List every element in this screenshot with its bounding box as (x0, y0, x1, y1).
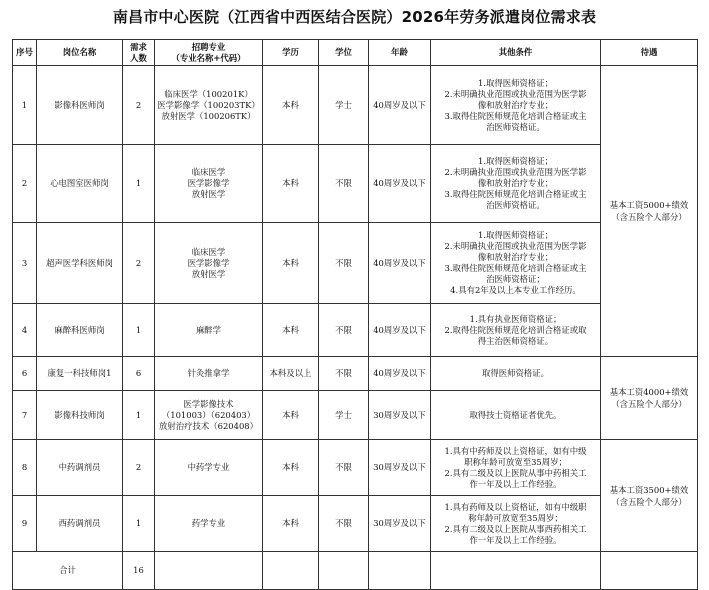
cell-benefits (601, 440, 698, 552)
cell-major (155, 391, 263, 440)
cell-conditions (431, 145, 601, 223)
condition-line: 像和放射治疗专业； (477, 252, 554, 262)
cell-position: 影像科医师岗 (37, 66, 123, 145)
cell-count: 1 (123, 145, 155, 223)
header-major (155, 40, 263, 66)
cell-education: 本科 (263, 66, 319, 145)
header-education: 学历 (263, 40, 319, 66)
condition-line: 称年龄可放宽至35周岁； (468, 512, 563, 523)
cell-age: 30周岁及以下 (369, 496, 431, 552)
condition-line: 2.未明确执业范围或执业范围为医学影 (444, 241, 587, 251)
table-row (13, 145, 698, 223)
condition-line: 1.具有中药师及以上资格证，如有中级 (444, 445, 587, 456)
condition-line: 治医师资格证。 (486, 200, 545, 210)
condition-line: 3.取得住院医师规范化培训合格证或主 (444, 110, 587, 121)
major-line: 临床医学（100201K） (164, 88, 253, 99)
header-count (123, 40, 155, 66)
major-line: 麻醉学 (195, 324, 222, 335)
empty-cell (431, 552, 601, 590)
cell-major (155, 223, 263, 304)
cell-age: 30周岁及以下 (369, 391, 431, 440)
cell-education: 本科及以上 (263, 357, 319, 391)
benefit-line: 基本工资4000+绩效 (609, 387, 689, 397)
condition-line: 2.取得住院医师规范化培训合格证或取 (444, 324, 587, 335)
cell-count: 2 (123, 66, 155, 145)
condition-line: 1.取得医师资格证； (478, 77, 553, 88)
major-line: 中药学专业 (187, 462, 230, 472)
table-row (13, 496, 698, 552)
total-count: 16 (123, 552, 155, 590)
table-row (13, 223, 698, 304)
cell-degree: 不限 (319, 304, 369, 357)
major-line: 放射治疗技术（620408） (159, 420, 258, 431)
benefit-line: （含五险个人部分） (611, 496, 687, 507)
condition-line: 2.具有二级及以上医院从事中药相关工 (444, 467, 587, 478)
condition-line: 像和放射治疗专业； (477, 99, 554, 110)
condition-line: 得主治医师资格证。 (477, 335, 554, 346)
condition-line: 3.取得住院医师规范化培训合格证或主 (444, 263, 587, 273)
cell-education: 本科 (263, 391, 319, 440)
cell-count: 1 (123, 304, 155, 357)
cell-degree: 学士 (319, 391, 369, 440)
cell-degree: 不限 (319, 496, 369, 552)
header-no: 序号 (13, 40, 37, 66)
condition-line: 4.具有2年及以上本专业工作经历。 (450, 285, 581, 295)
major-line: 药学专业 (191, 518, 226, 528)
cell-no: 9 (13, 496, 37, 552)
cell-position: 超声医学科医师岗 (37, 223, 123, 304)
table-row (13, 304, 698, 357)
header-degree: 学位 (319, 40, 369, 66)
major-line: 医学影像学 (187, 257, 230, 268)
header-position: 岗位名称 (37, 40, 123, 66)
condition-line: 1.具有药师及以上资格证，如有中级职 (444, 501, 587, 512)
major-line: 放射医学 (191, 189, 226, 199)
cell-position: 麻醉科医师岗 (37, 304, 123, 357)
cell-no: 7 (13, 391, 37, 440)
cell-degree: 学士 (319, 66, 369, 145)
header-major-line: 招聘专业 (191, 41, 226, 52)
condition-line: 治医师资格证； (486, 274, 545, 284)
page-title: 南昌市中心医院（江西省中西医结合医院）2026年劳务派遣岗位需求表 (112, 8, 597, 26)
condition-line: 治医师资格证。 (486, 121, 545, 132)
cell-benefits (601, 357, 698, 440)
cell-count: 1 (123, 391, 155, 440)
cell-education: 本科 (263, 496, 319, 552)
condition-line: 1.具有执业医师资格证； (469, 313, 562, 324)
cell-count: 2 (123, 440, 155, 496)
cell-position: 影像科技师岗 (37, 391, 123, 440)
cell-conditions (431, 496, 601, 552)
cell-degree: 不限 (319, 357, 369, 391)
header-count-line: 人数 (130, 52, 147, 63)
cell-no: 4 (13, 304, 37, 357)
empty-cell (369, 552, 431, 590)
header-benefits: 待遇 (601, 40, 698, 66)
condition-line: 2.未明确执业范围或执业范围为医学影 (444, 88, 587, 99)
condition-line: 取得医师资格证。 (482, 368, 549, 378)
table-row (13, 391, 698, 440)
cell-no: 2 (13, 145, 37, 223)
header-count-line: 需求 (130, 41, 147, 52)
condition-line: 1.取得医师资格证； (478, 230, 553, 240)
cell-no: 1 (13, 66, 37, 145)
condition-line: 职称年龄可放宽至35周岁； (464, 456, 567, 467)
cell-major (155, 357, 263, 391)
major-line: 医学影像学 (187, 178, 230, 188)
cell-conditions (431, 304, 601, 357)
cell-count: 6 (123, 357, 155, 391)
condition-line: 取得技士资格证者优先。 (469, 409, 562, 420)
cell-major (155, 440, 263, 496)
cell-degree: 不限 (319, 223, 369, 304)
cell-age: 40周岁及以下 (369, 357, 431, 391)
empty-cell (263, 552, 319, 590)
condition-line: 3.取得住院医师规范化培训合格证或主 (444, 189, 587, 199)
cell-major (155, 496, 263, 552)
cell-education: 本科 (263, 145, 319, 223)
benefit-line: （含五险个人部分） (611, 212, 687, 222)
cell-conditions (431, 66, 601, 145)
cell-position: 康复一科技师岗1 (37, 357, 123, 391)
header-row (13, 40, 698, 66)
condition-line: 2.具有二级及以上医院从事西药相关工 (444, 523, 587, 534)
major-line: 临床医学 (191, 167, 226, 177)
positions-table (12, 39, 698, 590)
cell-age: 40周岁及以下 (369, 223, 431, 304)
header-major-line: （专业名称+代码） (171, 52, 246, 63)
cell-no: 6 (13, 357, 37, 391)
cell-position: 西药调剂员 (37, 496, 123, 552)
major-line: 医学影像学（100203TK） (157, 99, 260, 110)
condition-line: 像和放射治疗专业； (477, 178, 554, 188)
cell-education: 本科 (263, 440, 319, 496)
empty-cell (319, 552, 369, 590)
total-label: 合计 (13, 552, 123, 590)
cell-degree: 不限 (319, 440, 369, 496)
cell-degree: 不限 (319, 145, 369, 223)
condition-line: 作一年及以上工作经验。 (469, 478, 562, 489)
header-age: 年龄 (369, 40, 431, 66)
cell-age: 30周岁及以下 (369, 440, 431, 496)
empty-cell (601, 552, 698, 590)
benefit-line: 基本工资3500+绩效 (609, 484, 689, 495)
major-line: 放射医学（100206TK） (161, 110, 256, 121)
major-line: 放射医学 (191, 268, 226, 279)
cell-education: 本科 (263, 304, 319, 357)
cell-position: 中药调剂员 (37, 440, 123, 496)
cell-position: 心电图室医师岗 (37, 145, 123, 223)
empty-cell (155, 552, 263, 590)
major-line: （101003）（620403） (161, 409, 256, 420)
cell-conditions (431, 357, 601, 391)
cell-age: 40周岁及以下 (369, 304, 431, 357)
total-row (13, 552, 698, 590)
cell-age: 40周岁及以下 (369, 145, 431, 223)
cell-conditions (431, 223, 601, 304)
condition-line: 2.未明确执业范围或执业范围为医学影 (444, 167, 587, 177)
header-conditions: 其他条件 (431, 40, 601, 66)
cell-count: 2 (123, 223, 155, 304)
major-line: 针灸推拿学 (187, 368, 230, 378)
cell-major (155, 66, 263, 145)
condition-line: 1.取得医师资格证； (478, 156, 553, 166)
cell-age: 40周岁及以下 (369, 66, 431, 145)
cell-no: 8 (13, 440, 37, 496)
benefit-line: （含五险个人部分） (611, 399, 687, 409)
major-line: 临床医学 (191, 246, 226, 257)
cell-count: 1 (123, 496, 155, 552)
cell-conditions (431, 391, 601, 440)
table-row (13, 440, 698, 496)
table-row (13, 66, 698, 145)
major-line: 医学影像技术 (183, 398, 234, 409)
cell-education: 本科 (263, 223, 319, 304)
table-row (13, 357, 698, 391)
cell-major (155, 145, 263, 223)
cell-no: 3 (13, 223, 37, 304)
cell-benefits (601, 66, 698, 357)
cell-conditions (431, 440, 601, 496)
cell-major (155, 304, 263, 357)
benefit-line: 基本工资5000+绩效 (609, 200, 689, 210)
condition-line: 作一年及以上工作经验。 (469, 534, 562, 545)
